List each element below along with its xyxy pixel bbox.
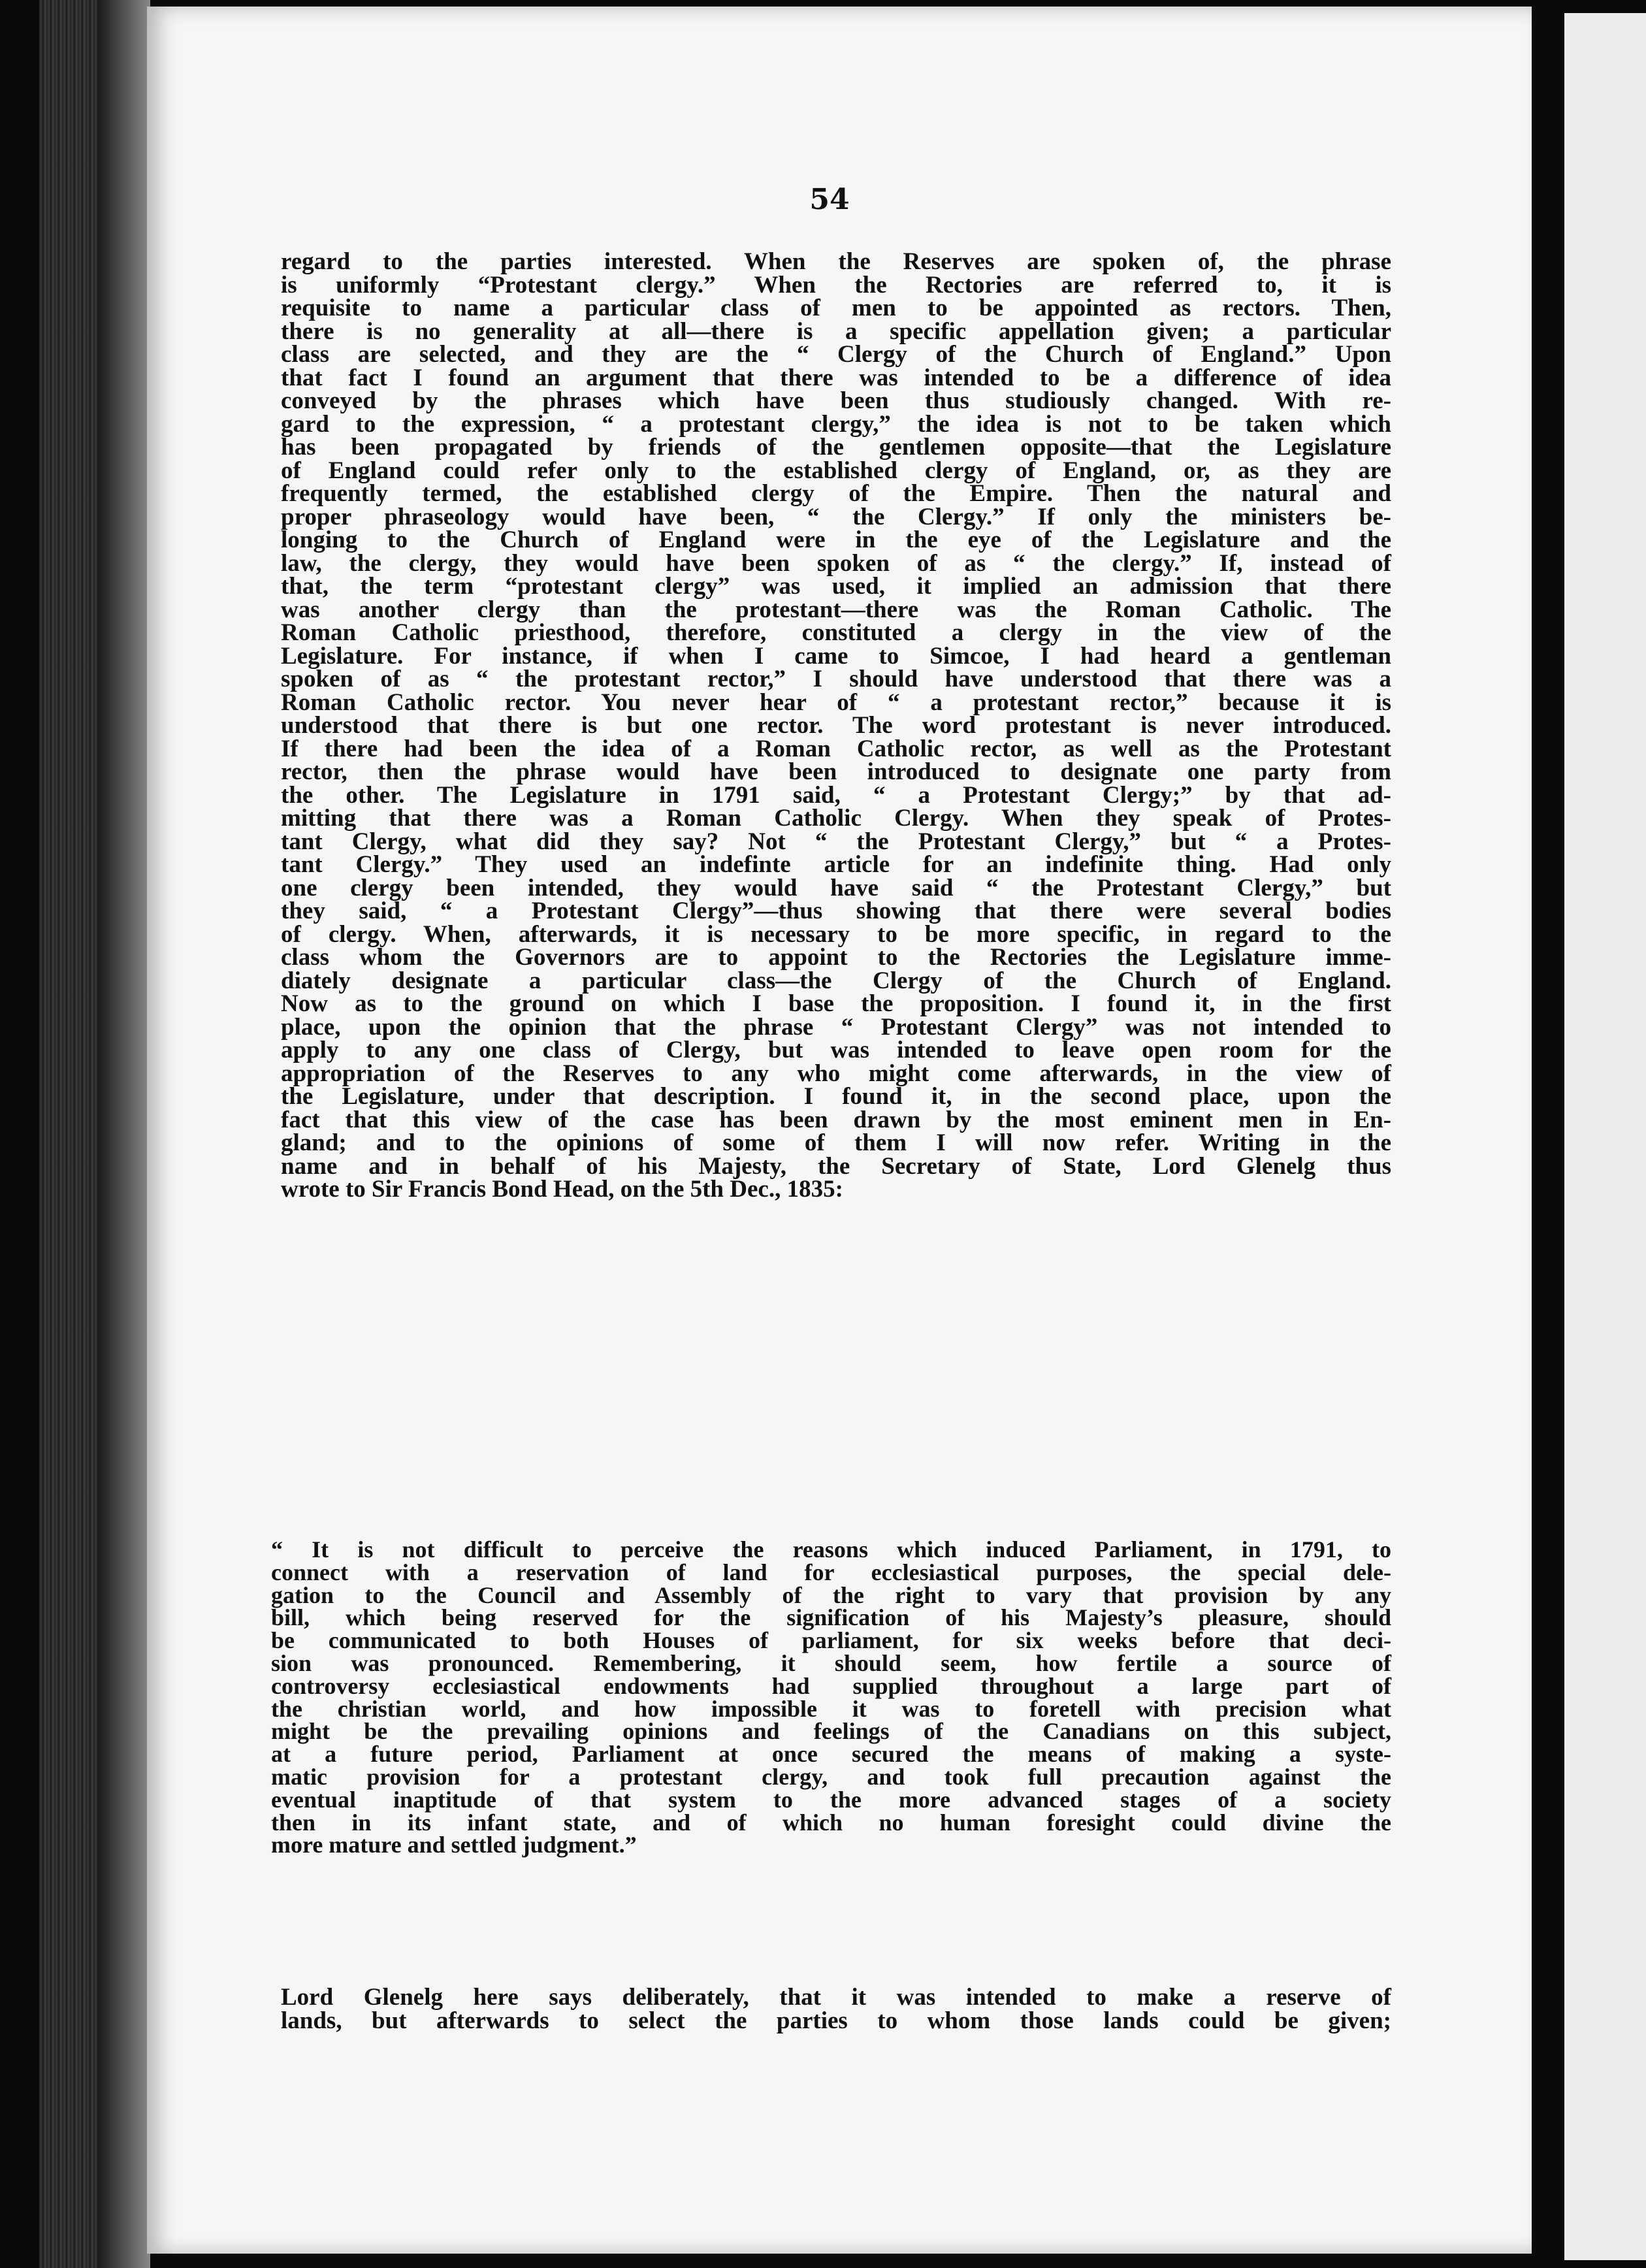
text-line: that, the term “protestant clergy” was used, it implied an admission that there xyxy=(281,573,1391,600)
text-line: might be the prevailing opinions and feelings of the Canadians on this subject, xyxy=(271,1718,1391,1745)
text-line: bill, which being reserved for the signification of his Majesty’s pleasure, should xyxy=(271,1604,1391,1631)
text-line: the other. The Legislature in 1791 said, “ a Protestant Clergy;” by that ad- xyxy=(281,781,1391,809)
text-line: controversy ecclesiastical endowments had supplied throughout a large part of xyxy=(271,1672,1391,1699)
page-gutter-shadow xyxy=(98,0,150,2268)
text-line: Now as to the ground on which I base the proposition. I found it, in the first xyxy=(281,990,1391,1017)
text-line: Roman Catholic priesthood, therefore, constituted a clergy in the view of the xyxy=(281,619,1391,646)
text-line: “ It is not difficult to perceive the reasons which induced Parliament, in 1791, to xyxy=(271,1536,1391,1563)
text-line: at a future period, Parliament at once secured the means of making a syste- xyxy=(271,1741,1391,1768)
text-line: class whom the Governors are to appoint to the Rectories the Legislature imme- xyxy=(281,944,1391,971)
text-line: of clergy. When, afterwards, it is necessary to be more specific, in regard to the xyxy=(281,920,1391,948)
text-line: If there had been the idea of a Roman Catholic rector, as well as the Protestant xyxy=(281,735,1391,762)
text-line: matic provision for a protestant clergy, and took full precaution against the xyxy=(271,1763,1391,1790)
text-line: place, upon the opinion that the phrase “ Protestant Clergy” was not intended to xyxy=(281,1013,1391,1041)
text-line: eventual inaptitude of that system to the more advanced stages of a society xyxy=(271,1786,1391,1813)
text-line: conveyed by the phrases which have been thus studiously changed. With re- xyxy=(281,387,1391,414)
text-line: was another clergy than the protestant—there was the Roman Catholic. The xyxy=(281,596,1391,623)
text-line: name and in behalf of his Majesty, the Secretary of State, Lord Glenelg thus xyxy=(281,1152,1391,1180)
page-number: 54 xyxy=(809,183,850,216)
text-line: tant Clergy.” They used an indefinte article for an indefinite thing. Had only xyxy=(281,851,1391,878)
text-line: tant Clergy, what did they say? Not “ the Protestant Clergy,” but “ a Protes- xyxy=(281,828,1391,855)
text-line: frequently termed, the established clergy of the Empire. Then the natural and xyxy=(281,480,1391,507)
text-line: be communicated to both Houses of parliament, for six weeks before that deci- xyxy=(271,1627,1391,1654)
text-line: they said, “ a Protestant Clergy”—thus showing that there were several bodies xyxy=(281,898,1391,924)
quotation-block xyxy=(271,1538,1391,1856)
text-line: is uniformly “Protestant clergy.” When the Rectories are referred to, it is xyxy=(281,271,1391,299)
text-line: more mature and settled judgment.” xyxy=(271,1832,637,1858)
text-line: wrote to Sir Francis Bond Head, on the 5th Dec., 1835: xyxy=(281,1176,843,1203)
text-line: spoken of as “ the protestant rector,” I should have understood that there was a xyxy=(281,666,1391,692)
main-text-block xyxy=(281,250,1391,1201)
text-line: Legislature. For instance, if when I came to Simcoe, I had heard a gentleman xyxy=(281,642,1391,670)
text-line: gland; and to the opinions of some of them I will now refer. Writing in the xyxy=(281,1129,1391,1156)
text-line: that fact I found an argument that there was intended to be a difference of idea xyxy=(281,364,1391,391)
text-line: mitting that there was a Roman Catholic Clergy. When they speak of Protes- xyxy=(281,805,1391,832)
text-line: sion was pronounced. Remembering, it should seem, how fertile a source of xyxy=(271,1649,1391,1676)
text-line: the christian world, and how impossible it was to foretell with precision what xyxy=(271,1695,1391,1722)
text-line: class are selected, and they are the “ Clergy of the Church of England.” Upon xyxy=(281,341,1391,368)
text-line: gard to the expression, “ a protestant clergy,” the idea is not to be taken which xyxy=(281,410,1391,438)
text-line: has been propagated by friends of the gentlemen opposite—that the Legislature xyxy=(281,434,1391,461)
text-line: regard to the parties interested. When the Reserves are spoken of, the phrase xyxy=(281,248,1391,275)
text-line: law, the clergy, they would have been spoken of as “ the clergy.” If, instead of xyxy=(281,549,1391,577)
text-line: fact that this view of the case has been drawn by the most eminent men in En- xyxy=(281,1106,1391,1133)
text-line: appropriation of the Reserves to any who might come afterwards, in the view of xyxy=(281,1060,1391,1087)
text-line: proper phraseology would have been, “ the Clergy.” If only the ministers be- xyxy=(281,503,1391,530)
text-line: understood that there is but one rector. The word protestant is never introduced. xyxy=(281,712,1391,739)
text-line: requisite to name a particular class of men to be appointed as rectors. Then, xyxy=(281,295,1391,321)
text-line: the Legislature, under that description. I found it, in the second place, upon the xyxy=(281,1083,1391,1110)
text-line: one clergy been intended, they would have said “ the Protestant Clergy,” but xyxy=(281,874,1391,901)
text-line: diately designate a particular class—the Clergy of the Church of England. xyxy=(281,967,1391,994)
text-line: Roman Catholic rector. You never hear of “ a protestant rector,” because it is xyxy=(281,688,1391,716)
closing-paragraph xyxy=(281,1986,1391,2032)
adjacent-page-edge xyxy=(1564,13,1646,2260)
text-line: connect with a reservation of land for ecclesiastical purposes, the special dele- xyxy=(271,1559,1391,1585)
text-line: rector, then the phrase would have been introduced to designate one party from xyxy=(281,758,1391,785)
text-line: Lord Glenelg here says deliberately, that it was intended to make a reserve of xyxy=(281,1984,1391,2011)
text-line: lands, but afterwards to select the parties to whom those lands could be given; xyxy=(281,2007,1391,2034)
text-line: then in its infant state, and of which no human foresight could divine the xyxy=(271,1809,1391,1836)
text-line: gation to the Council and Assembly of the right to vary that provision by any xyxy=(271,1581,1391,1608)
text-line: longing to the Church of England were in the eye of the Legislature and the xyxy=(281,526,1391,553)
text-line: of England could refer only to the established clergy of England, or, as they are xyxy=(281,457,1391,484)
text-line: there is no generality at all—there is a specific appellation given; a particular xyxy=(281,317,1391,345)
text-line: apply to any one class of Clergy, but was intended to leave open room for the xyxy=(281,1037,1391,1063)
